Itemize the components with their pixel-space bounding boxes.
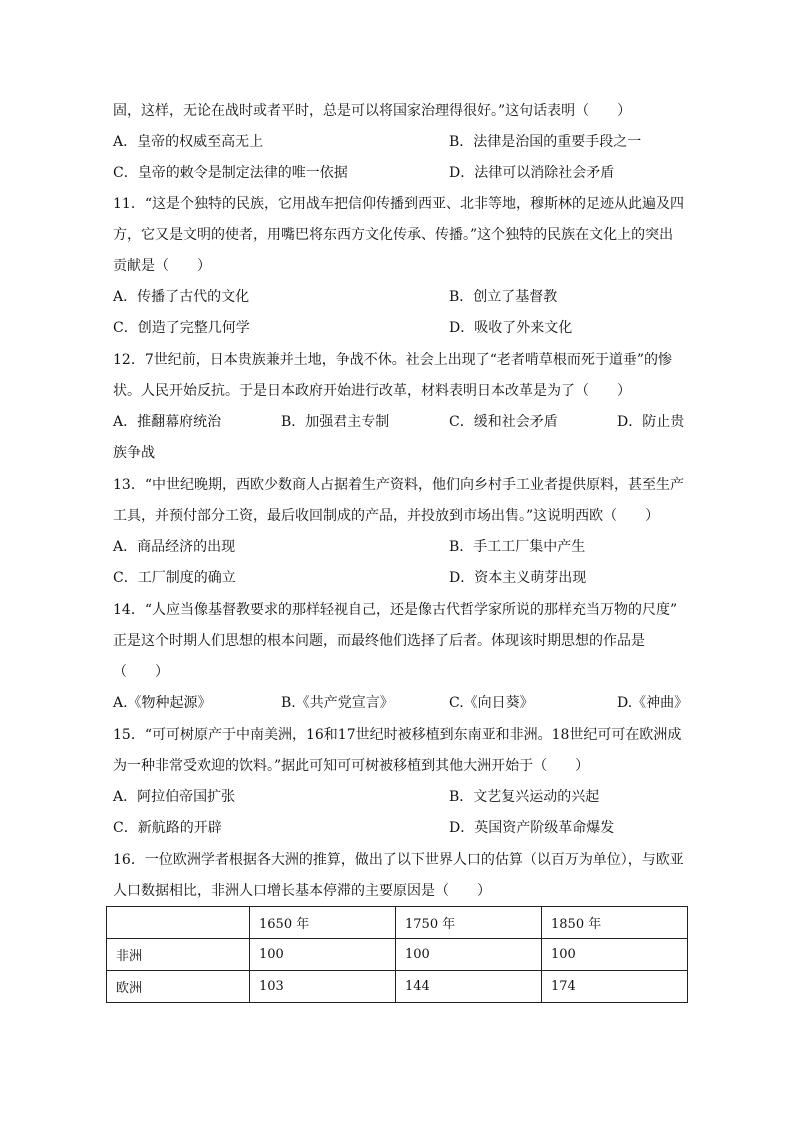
q11-option-b: B．创立了基督教 <box>449 289 558 305</box>
q10-option-c: C．皇帝的敕令是制定法律的唯一依据 <box>113 165 348 181</box>
q14-option-d: D.《神曲》 <box>617 695 689 711</box>
q10-option-a: A．皇帝的权威至高无上 <box>113 134 264 150</box>
table-cell: 103 <box>250 971 396 1003</box>
table-cell: 100 <box>250 939 396 971</box>
q14-stem-line: 正是这个时期人们思想的根本问题，而最终他们选择了后者。体现该时期思想的作品是 <box>113 633 645 649</box>
table-header-row <box>107 907 688 939</box>
q12-option-b: B．加强君主专制 <box>281 414 390 430</box>
q13-option-d: D．资本主义萌芽出现 <box>449 570 587 586</box>
table-cell <box>107 907 250 939</box>
q11-option-a: A．传播了古代的文化 <box>113 289 250 305</box>
q12-stem-line: 状。人民开始反抗。于是日本政府开始进行改革，材料表明日本改革是为了（ ） <box>113 383 631 399</box>
q13-stem-line: 13．“中世纪晚期，西欧少数商人占据着生产资料，他们向乡村手工业者提供原料，甚至生产 <box>113 477 684 493</box>
q12-stem-line: 12．7世纪前，日本贵族兼并土地，争战不休。社会上出现了“老者啃草根而死于道垂”的惨 <box>113 352 673 368</box>
table-cell: 100 <box>542 939 688 971</box>
q15-stem-line: 15．“可可树原产于中南美洲，16和17世纪时被移植到东南亚和非洲。18世纪可可在欧洲成 <box>113 727 682 743</box>
q10-option-b: B．法律是治国的重要手段之一 <box>449 134 642 150</box>
table-cell: 欧洲 <box>107 971 250 1003</box>
q13-option-b: B．手工工厂集中产生 <box>449 539 586 555</box>
q10-option-d: D．法律可以消除社会矛盾 <box>449 165 615 181</box>
q14-option-a: A.《物种起源》 <box>113 695 212 711</box>
q14-stem-line: （ ） <box>113 664 169 680</box>
q15-option-b: B．文艺复兴运动的兴起 <box>449 789 600 805</box>
q14-stem-line: 14．“人应当像基督教要求的那样轻视自己，还是像古代哲学家所说的那样充当万物的尺度” <box>113 602 678 618</box>
q15-stem-line: 为一种非常受欢迎的饮料。”据此可知可可树被移植到其他大洲开始于（ ） <box>113 758 590 774</box>
q12-option-a: A．推翻幕府统治 <box>113 414 222 430</box>
table-cell: 100 <box>396 939 542 971</box>
q12-option-d-wrap: 族争战 <box>113 445 155 461</box>
q13-option-c: C．工厂制度的确立 <box>113 570 236 586</box>
table-cell: 1650 年 <box>250 907 396 939</box>
q11-stem-line: 方，它又是文明的使者，用嘴巴将东西方文化传承、传播。”这个独特的民族在文化上的突出 <box>113 227 674 243</box>
q12-option-d: D．防止贵 <box>617 414 685 430</box>
q15-option-c: C．新航路的开辟 <box>113 820 222 836</box>
q16-stem-line: 16．一位欧洲学者根据各大洲的推算，做出了以下世界人口的估算（以百万为单位），与欧亚 <box>113 852 684 868</box>
q11-option-c: C．创造了完整几何学 <box>113 320 250 336</box>
population-table <box>106 906 688 1003</box>
q13-option-a: A．商品经济的出现 <box>113 539 236 555</box>
q12-option-c: C．缓和社会矛盾 <box>449 414 558 430</box>
table-row <box>107 971 688 1003</box>
table-cell: 1850 年 <box>542 907 688 939</box>
table-cell: 174 <box>542 971 688 1003</box>
q13-stem-line: 工具，并预付部分工资，最后收回制成的产品，并投放到市场出售。”这说明西欧（ ） <box>113 508 660 524</box>
q14-option-c: C.《向日葵》 <box>449 695 534 711</box>
q11-stem-line: 11．“这是个独特的民族，它用战车把信仰传播到西亚、北非等地，穆斯林的足迹从此遍及四 <box>113 196 684 212</box>
table-cell: 1750 年 <box>396 907 542 939</box>
q15-option-d: D．英国资产阶级革命爆发 <box>449 820 615 836</box>
q15-option-a: A．阿拉伯帝国扩张 <box>113 789 236 805</box>
table-cell: 144 <box>396 971 542 1003</box>
q11-stem-line: 贡献是（ ） <box>113 258 211 274</box>
table-row <box>107 939 688 971</box>
q10-stem: 固，这样，无论在战时或者平时，总是可以将国家治理得很好。”这句话表明（ ） <box>113 103 632 119</box>
q14-option-b: B.《共产党宣言》 <box>281 695 394 711</box>
table-cell: 非洲 <box>107 939 250 971</box>
q11-option-d: D．吸收了外来文化 <box>449 320 573 336</box>
q16-stem-line: 人口数据相比，非洲人口增长基本停滞的主要原因是（ ） <box>113 883 491 899</box>
